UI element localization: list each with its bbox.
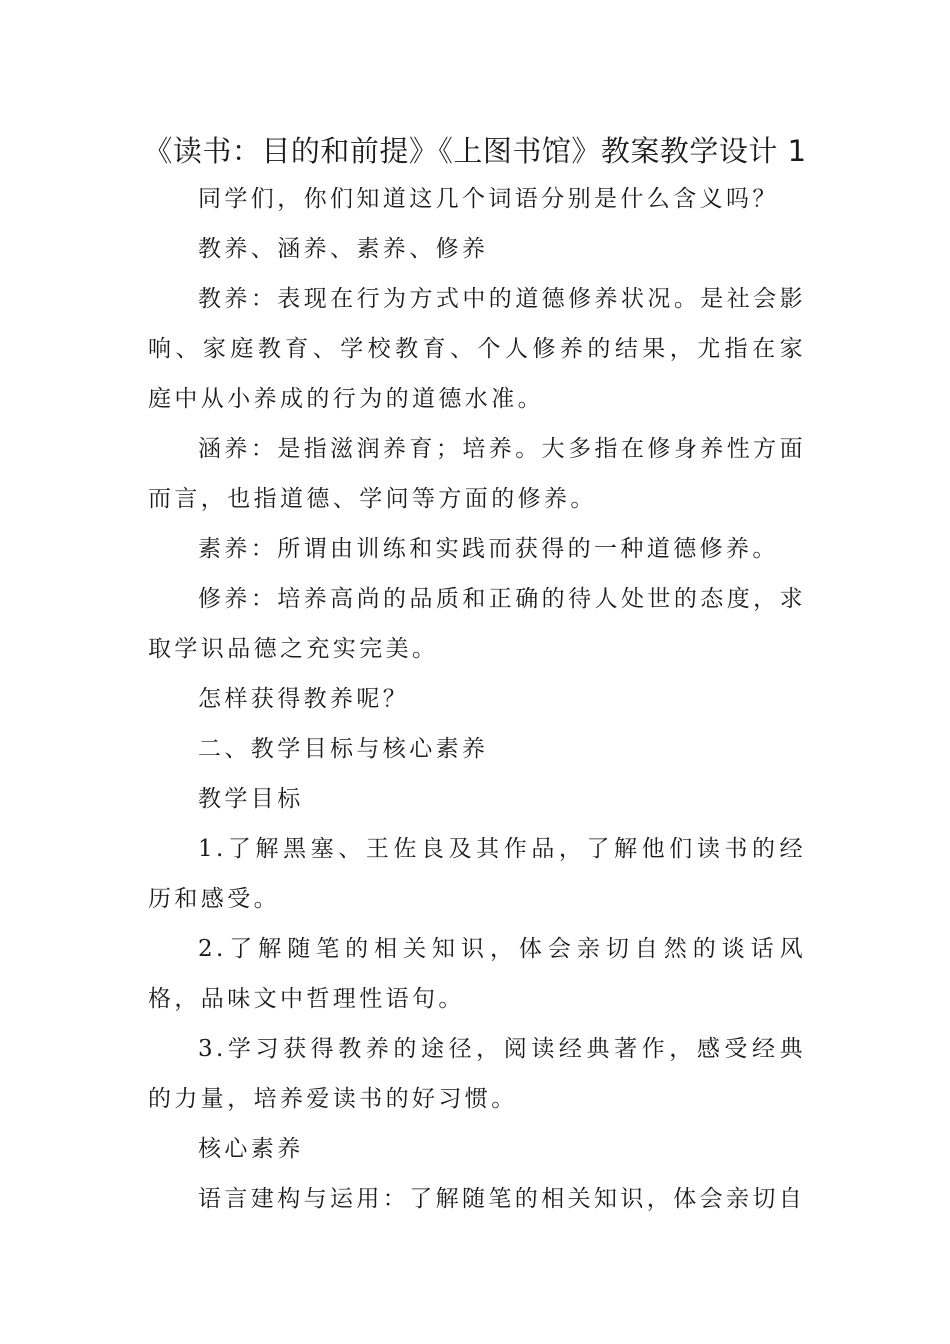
paragraph: 怎样获得教养呢？ xyxy=(198,686,410,712)
section-heading: 二、教学目标与核心素养 xyxy=(198,736,489,762)
paragraph: 素养：所谓由训练和实践而获得的一种道德修养。 xyxy=(198,536,779,562)
list-item: 2.了解随笔的相关知识，体会亲切自然的谈话风格，品味文中哲理性语句。 xyxy=(148,936,806,1012)
document-title: 《读书：目的和前提》《上图书馆》教案教学设计 1 xyxy=(143,134,807,168)
paragraph: 教养：表现在行为方式中的道德修养状况。是社会影响、家庭教育、学校教育、个人修养的结果，尤指在家庭中从小养成的行为的道德水准。 xyxy=(148,286,806,412)
paragraph: 语言建构与运用：了解随笔的相关知识，体会亲切自 xyxy=(198,1186,806,1212)
paragraph: 涵养：是指滋润养育；培养。大多指在修身养性方面而言，也指道德、学问等方面的修养。 xyxy=(148,436,806,512)
subsection-heading: 核心素养 xyxy=(198,1136,304,1162)
document-body xyxy=(148,174,806,1224)
subsection-heading: 教学目标 xyxy=(198,786,304,812)
paragraph: 教养、涵养、素养、修养 xyxy=(198,236,489,262)
paragraph: 修养：培养高尚的品质和正确的待人处世的态度，求取学识品德之充实完美。 xyxy=(148,586,806,662)
list-item: 1.了解黑塞、王佐良及其作品，了解他们读书的经历和感受。 xyxy=(148,836,806,912)
list-item: 3.学习获得教养的途径，阅读经典著作，感受经典的力量，培养爱读书的好习惯。 xyxy=(148,1036,806,1112)
paragraph: 同学们，你们知道这几个词语分别是什么含义吗？ xyxy=(198,186,779,212)
